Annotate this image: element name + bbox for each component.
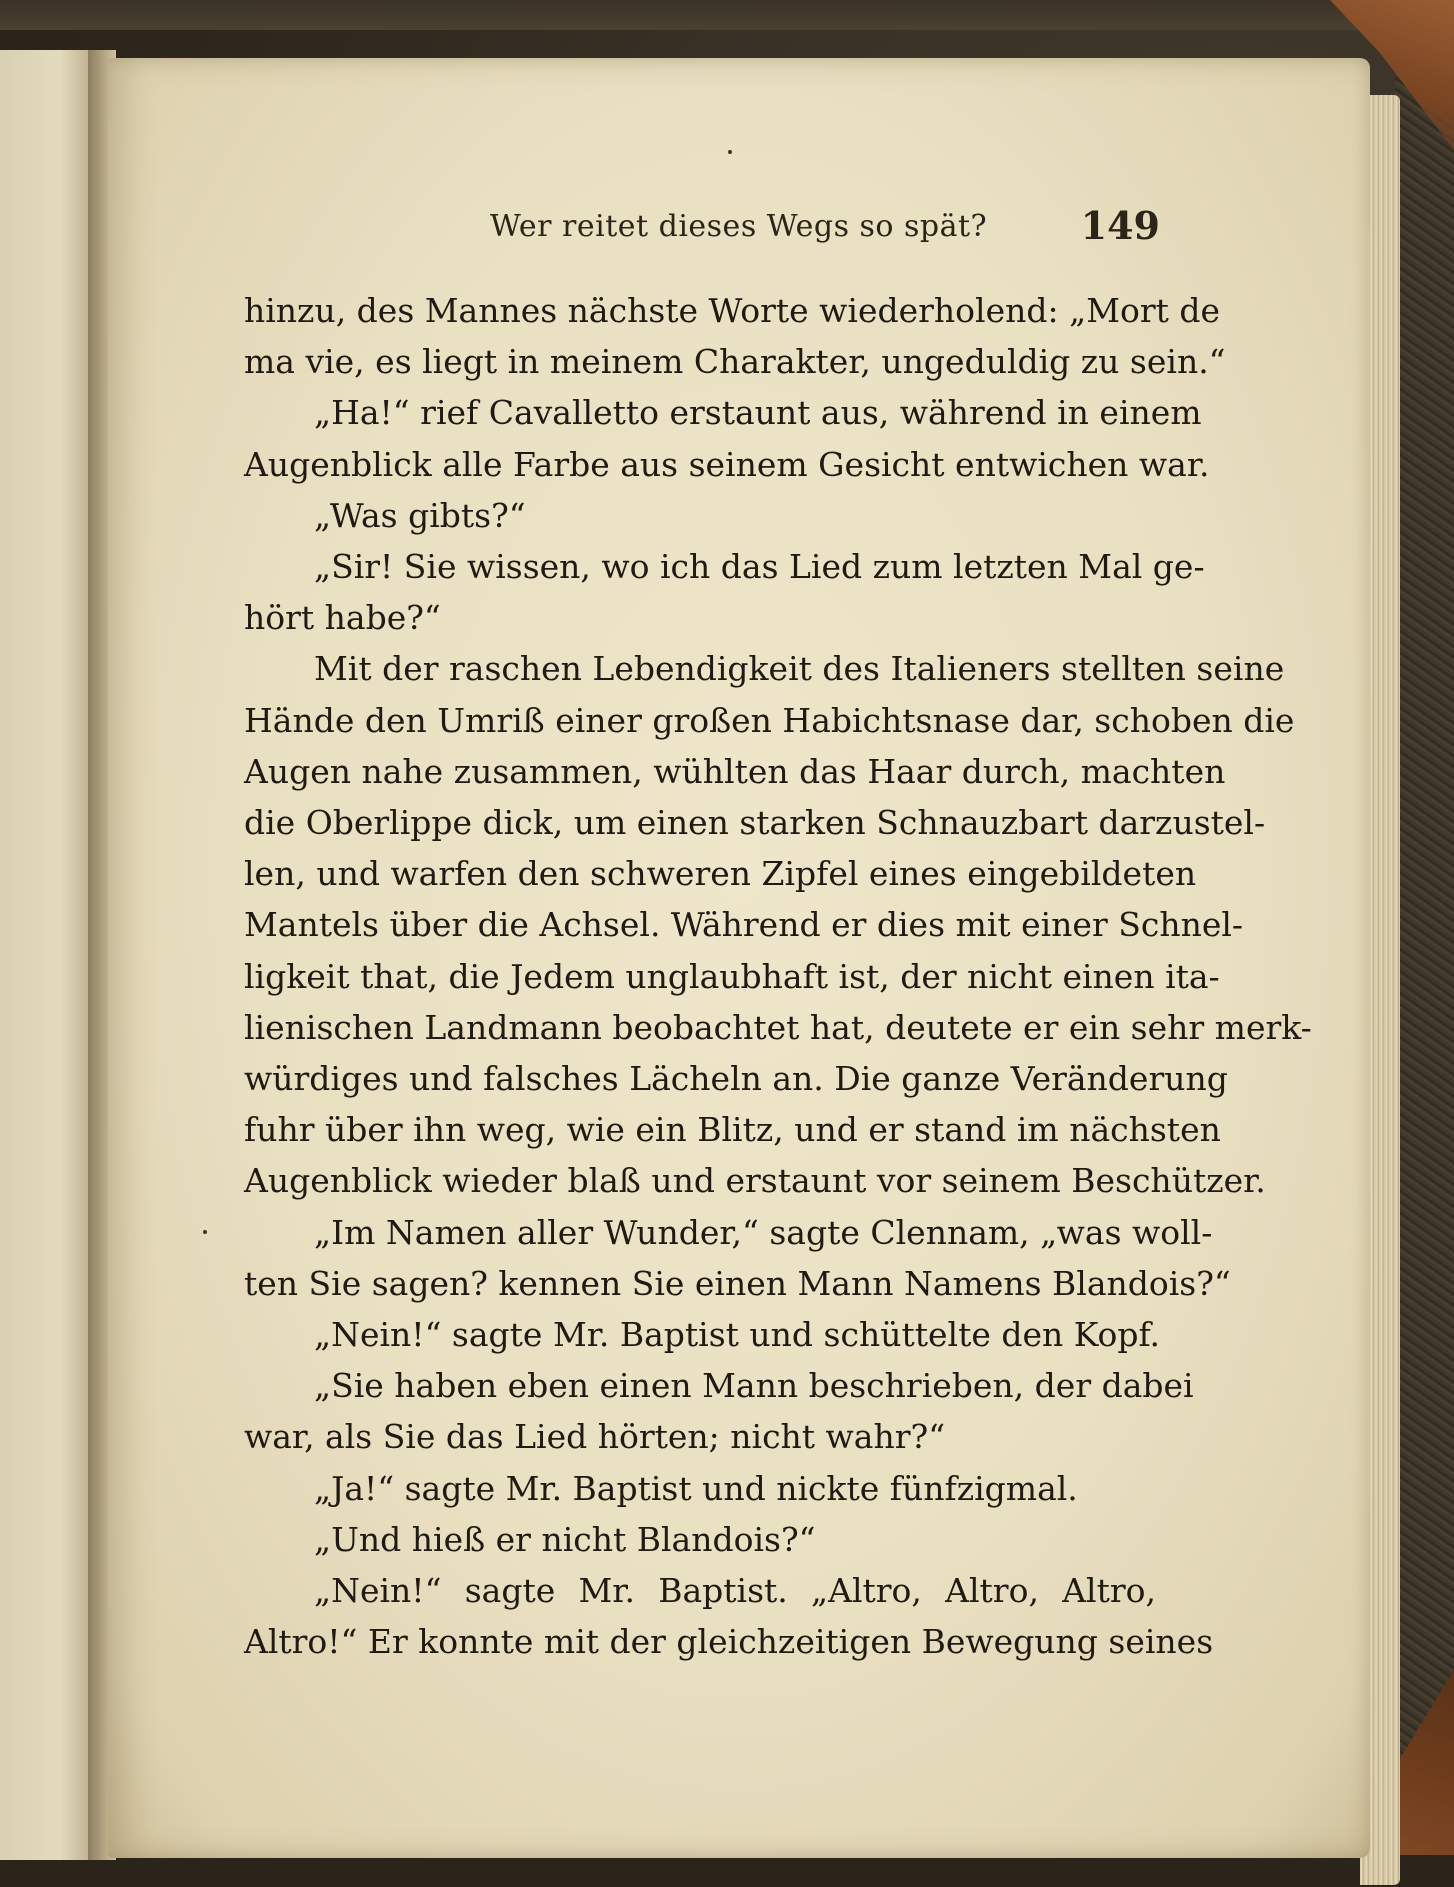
running-head: Wer reitet dieses Wegs so spät? xyxy=(490,209,988,244)
text-line: „Ja!“ sagte Mr. Baptist und nickte fünfzigmal. xyxy=(314,1468,1078,1508)
text-line: ligkeit that, die Jedem unglaubhaft ist, der nicht einen ita- xyxy=(244,956,1220,996)
text-line: hinzu, des Mannes nächste Worte wiederholend: „Mort de xyxy=(244,291,1221,330)
text-line: hört habe?“ xyxy=(244,598,441,638)
book-cover-right-edge xyxy=(1395,0,1454,1887)
text-line: fuhr über ihn weg, wie ein Blitz, und er stand im nächsten xyxy=(244,1110,1221,1150)
text-line: Mit der raschen Lebendigkeit des Italieners stellten seine xyxy=(314,649,1285,689)
book-cover-top-edge xyxy=(0,0,1454,30)
text-line: Augenblick wieder blaß und erstaunt vor seinem Beschützer. xyxy=(244,1161,1266,1201)
page-number: 149 xyxy=(1080,203,1160,248)
text-line: lienischen Landmann beobachtet hat, deutete er ein sehr merk- xyxy=(244,1007,1312,1047)
text-line: ma vie, es liegt in meinem Charakter, ungeduldig zu sein.“ xyxy=(244,342,1226,382)
text-line: „Und hieß er nicht Blandois?“ xyxy=(314,1519,816,1559)
left-page-sliver xyxy=(0,50,100,1860)
text-line: len, und warfen den schweren Zipfel eines eingebildeten xyxy=(244,854,1197,894)
page-header xyxy=(200,203,1160,263)
text-line: Altro!“ Er konnte mit der gleichzeitigen Bewegung seines xyxy=(244,1622,1214,1662)
text-line: „Nein!“ sagte Mr. Baptist. „Altro, Altro, Altro, xyxy=(314,1571,1156,1610)
text-line: „Was gibts?“ xyxy=(314,495,526,535)
paper-speck xyxy=(203,1230,207,1234)
text-line: Augen nahe zusammen, wühlten das Haar durch, machten xyxy=(244,751,1226,791)
paper-speck xyxy=(728,150,732,154)
text-line: „Sir! Sie wissen, wo ich das Lied zum letzten Mal ge- xyxy=(314,547,1205,586)
text-line: Mantels über die Achsel. Während er dies mit einer Schnel- xyxy=(244,905,1244,945)
text-line: „Nein!“ sagte Mr. Baptist und schüttelte den Kopf. xyxy=(314,1315,1161,1354)
text-line: ten Sie sagen? kennen Sie einen Mann Namens Blandois?“ xyxy=(244,1263,1231,1303)
book-cover-bottom-edge xyxy=(0,1855,1454,1887)
text-line: „Sie haben eben einen Mann beschrieben, der dabei xyxy=(314,1366,1194,1406)
text-line: Augenblick alle Farbe aus seinem Gesicht entwichen war. xyxy=(244,444,1210,484)
text-line: die Oberlippe dick, um einen starken Schnauzbart darzustel- xyxy=(244,803,1266,842)
text-line: Hände den Umriß einer großen Habichtsnase dar, schoben die xyxy=(244,700,1295,740)
text-line: würdiges und falsches Lächeln an. Die ganze Veränderung xyxy=(244,1059,1228,1098)
text-line: „Im Namen aller Wunder,“ sagte Clennam, „was woll- xyxy=(314,1212,1213,1252)
text-line: „Ha!“ rief Cavalletto erstaunt aus, während in einem xyxy=(314,393,1202,433)
text-line: war, als Sie das Lied hörten; nicht wahr?“ xyxy=(244,1417,946,1457)
